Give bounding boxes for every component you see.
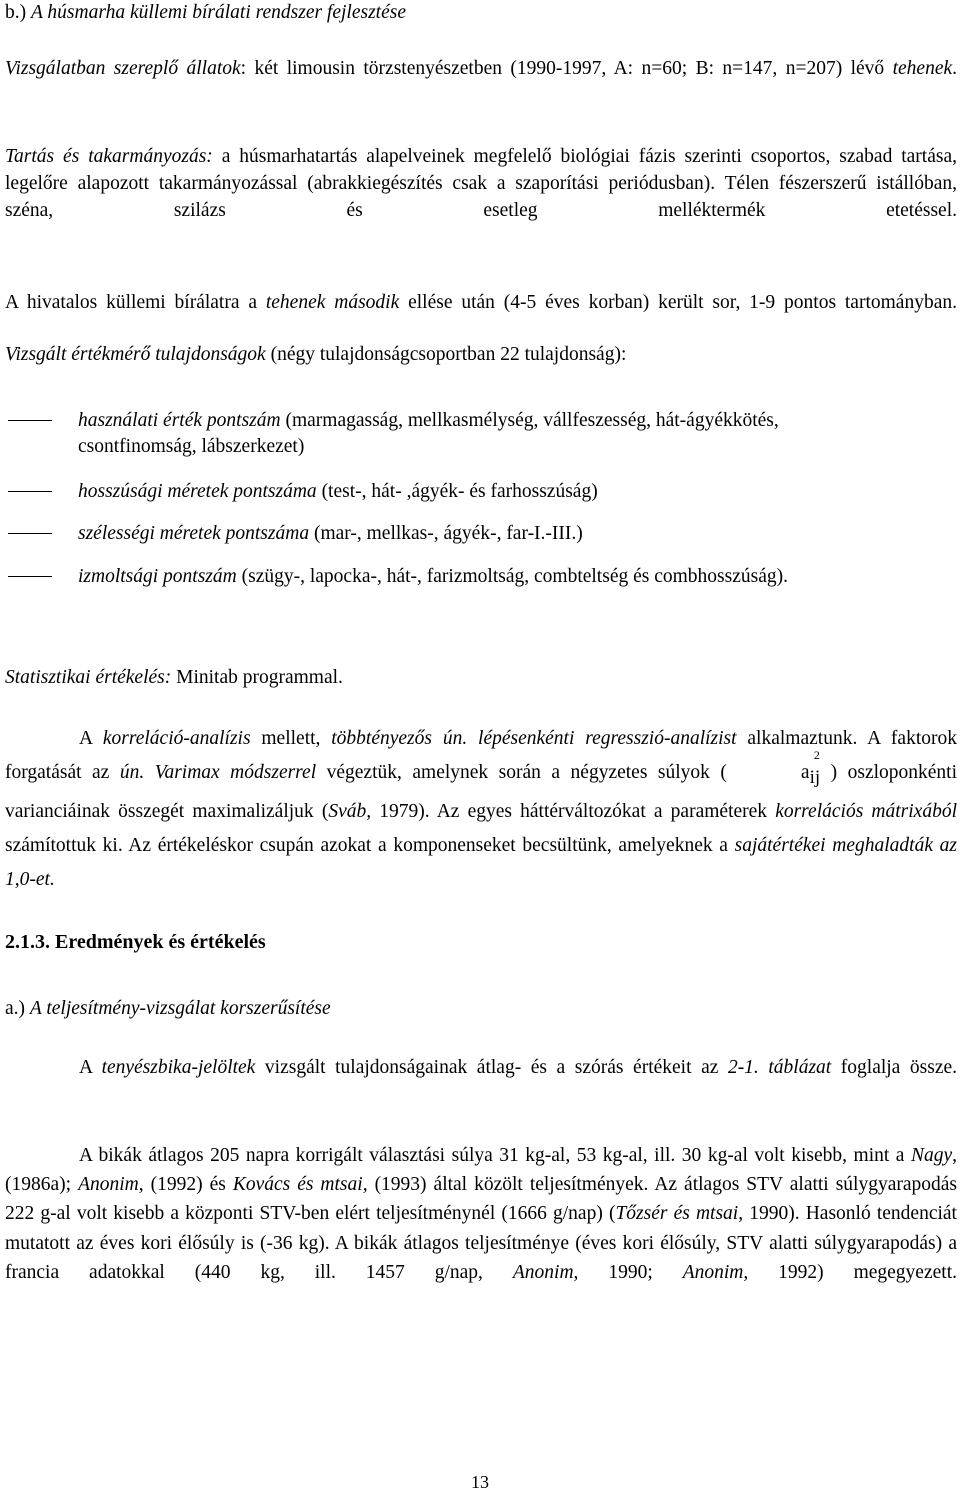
stats-text: Minitab programmal. — [171, 667, 343, 688]
analysis-t6: 1979). Az egyes háttérváltozókat a paraméterek — [371, 801, 776, 822]
animals-text: : két limousin törzstenyészetben (1990-1997, A: n=60; B: n=147, n=207) lévő — [240, 58, 893, 79]
bulls-t6: , 1990; — [573, 1261, 683, 1283]
analysis-t2: mellett, — [250, 728, 332, 749]
analysis-t1: A — [79, 728, 103, 749]
animals-tehenek: tehenek — [892, 58, 953, 79]
dash-bullet — [8, 420, 52, 421]
bulls-i4: Tőzsér és mtsai — [615, 1203, 739, 1225]
analysis-paragraph — [5, 722, 957, 897]
bulls-t7: 1992) megegyezett. — [748, 1261, 957, 1283]
section-a-title — [5, 996, 957, 1022]
bulls-t4: (1993) által közölt teljesítmények. Az átlagos STV alatti súlygyarapodás 222 g-al volt kisebb a központi STV-ben elért teljesítménynél (1666 g/nap) ( — [5, 1174, 958, 1225]
cand-i1: tenyészbika-jelöltek — [101, 1057, 256, 1078]
aij-base: a — [800, 762, 810, 783]
section-b-title — [5, 0, 957, 26]
section-a-title-text: A teljesítmény-vizsgálat korszerűsítése — [29, 998, 331, 1019]
bulls-t3: (1992) és — [143, 1174, 233, 1196]
analysis-i6: sajátértékei meghaladták az 1,0-et. — [5, 835, 957, 890]
aij-sub: ij — [809, 767, 821, 788]
evaluation-paragraph — [5, 290, 957, 316]
animals-paragraph — [5, 56, 957, 82]
dash-bullet — [8, 576, 52, 577]
animals-label: Vizsgálatban szereplő állatok — [5, 58, 241, 79]
cand-t1: A — [79, 1057, 102, 1078]
trait-list-item — [8, 479, 868, 505]
trait-term: használati érték pontszám — [78, 410, 281, 431]
trait-term: hosszúsági méretek pontszáma — [78, 481, 317, 502]
traits-intro — [5, 342, 957, 368]
trait-text — [78, 564, 868, 590]
trait-text — [78, 521, 868, 547]
trait-list-item — [8, 408, 868, 460]
keeping-paragraph — [5, 143, 957, 224]
trait-text — [78, 479, 868, 505]
evaluation-italic: tehenek második — [265, 292, 400, 313]
analysis-i3: ún. Varimax módszerrel — [119, 762, 317, 783]
bulls-paragraph — [5, 1141, 957, 1287]
analysis-i4: Sváb, — [328, 801, 372, 822]
trait-desc: (marmagasság, mellkasmélység, vállfeszesség, hát-ágyékkötés, csontfinomság, lábszerkezet) — [78, 410, 779, 457]
cand-t2: vizsgált tulajdonságainak átlag- és a szórás értékeit az — [255, 1057, 728, 1078]
analysis-i2: többtényezős ún. lépésenkénti regresszió-analízist — [331, 728, 737, 749]
trait-list-item — [8, 564, 868, 590]
stats-paragraph — [5, 665, 957, 691]
analysis-i5: korrelációs mátrixából — [775, 801, 958, 822]
trait-term: szélességi méretek pontszáma — [78, 523, 310, 544]
keeping-label: Tartás és takarmányozás: — [5, 146, 213, 167]
section-b-title-text: A húsmarha küllemi bírálati rendszer fejlesztése — [31, 2, 406, 23]
bulls-t1: A bikák átlagos 205 napra korrigált választási súlya 31 kg-al, 53 kg-al, ill. 30 kg-al volt kisebb, mint a — [79, 1145, 911, 1166]
trait-term: izmoltsági pontszám — [78, 566, 237, 587]
trait-desc: (mar-, mellkas-, ágyék-, far-I.-III.) — [309, 523, 583, 544]
candidates-paragraph — [5, 1055, 957, 1081]
trait-desc: (test-, hát- ,ágyék- és farhosszúság) — [316, 481, 598, 502]
analysis-i1: korreláció-analízis — [102, 728, 251, 749]
bulls-i5: Anonim — [512, 1261, 574, 1283]
bulls-i2: Anonim, — [78, 1174, 144, 1196]
stats-label: Statisztikai értékelés: — [5, 667, 172, 688]
section-heading: 2.1.3. Eredmények és értékelés — [5, 931, 266, 953]
trait-list-item — [8, 521, 868, 547]
section-b-prefix: b.) — [5, 2, 31, 23]
traits-text: (négy tulajdonságcsoportban 22 tulajdonság): — [265, 344, 627, 365]
bulls-i6: Anonim, — [682, 1261, 749, 1283]
analysis-t4: végeztük, amelynek során a négyzetes súlyok ( — [316, 762, 727, 783]
analysis-t3: alkalmaztunk. A faktorok forgatását az — [5, 728, 957, 783]
evaluation-text-b: ellése után (4-5 éves korban) került sor, 1-9 pontos tartományban. — [399, 292, 957, 313]
cand-t3: foglalja össze. — [831, 1057, 958, 1078]
keeping-text: a húsmarhatartás alapelveinek megfelelő biológiai fázis szerinti csoportos, szabad tartása, legelőre alapozott takarmányozással (abrakkiegészítés csak a szaporítási periódusban). Télen fészerszerű istállóban, széna, szilázs és esetleg melléktermék etetéssel. — [5, 146, 957, 221]
dash-bullet — [8, 491, 52, 492]
trait-text — [78, 408, 868, 460]
aij-sup: 2 — [813, 748, 820, 762]
trait-desc: (szügy-, lapocka-, hát-, farizmoltság, combteltség és combhosszúság). — [236, 566, 788, 587]
cand-i2: 2-1. táblázat — [727, 1057, 832, 1078]
bulls-i3: Kovács és mtsai, — [232, 1174, 368, 1196]
animals-end: . — [952, 58, 958, 79]
bulls-t2: , (1986a); — [5, 1145, 957, 1196]
bulls-t5: , 1990). Hasonló tendenciát mutatott az éves kori élősúly is (-36 kg). A bikák átlagos teljesítménye (éves kori élősúly, STV alatti súlygyarapodás) a francia adatokkal (440 kg, ill. 1457 g/nap, — [5, 1203, 957, 1283]
dash-bullet — [8, 533, 52, 534]
traits-label: Vizsgált értékmérő tulajdonságok — [5, 344, 266, 365]
aij-symbol — [727, 748, 821, 795]
bulls-i1: Nagy — [910, 1145, 953, 1166]
analysis-t7: számítottuk ki. Az értékeléskor csupán azokat a komponenseket becsültünk, amelyeknek a — [5, 835, 735, 856]
page-number: 13 — [471, 1472, 489, 1492]
analysis-t5: ) oszloponkénti varianciáinak összegét maximalizáljuk ( — [5, 762, 958, 822]
section-a-prefix: a.) — [5, 998, 30, 1019]
evaluation-text-a: A hivatalos küllemi bírálatra a — [5, 292, 266, 313]
